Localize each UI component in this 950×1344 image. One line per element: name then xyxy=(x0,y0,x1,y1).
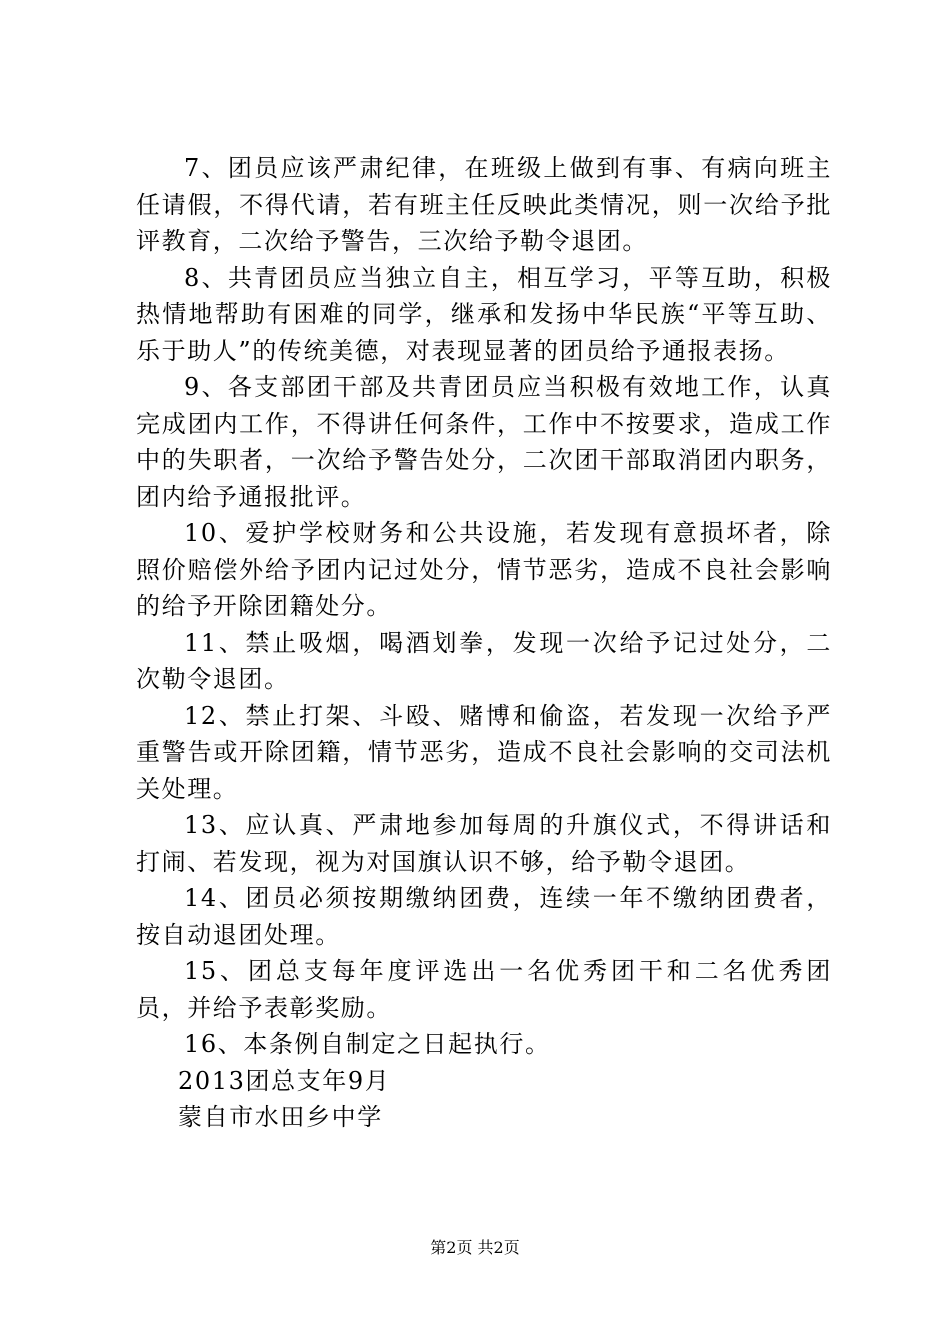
signature-organization: 蒙自市水田乡中学 xyxy=(178,1103,383,1131)
article-7: 7、团员应该严肃纪律，在班级上做到有事、有病向班主任请假，不得代请，若有班主任反映此类情况，则一次给予批评教育，二次给予警告，三次给予勒令退团。 xyxy=(136,154,832,255)
page-footer xyxy=(0,1238,950,1258)
article-15: 15、团总支每年度评选出一名优秀团干和二名优秀团员，并给予表彰奖励。 xyxy=(136,957,832,1022)
page-number: 第2页 共2页 xyxy=(430,1238,520,1257)
article-13: 13、应认真、严肃地参加每周的升旗仪式，不得讲话和打闹、若发现，视为对国旗认识不够，给予勒令退团。 xyxy=(136,811,832,876)
article-11: 11、禁止吸烟，喝酒划拳，发现一次给予记过处分，二次勒令退团。 xyxy=(136,628,832,693)
article-10: 10、爱护学校财务和公共设施，若发现有意损坏者，除照价赔偿外给予团内记过处分，情节恶劣，造成不良社会影响的给予开除团籍处分。 xyxy=(136,519,832,620)
article-8: 8、共青团员应当独立自主，相互学习，平等互助，积极热情地帮助有困难的同学，继承和发扬中华民族“平等互助、乐于助人”的传统美德，对表现显著的团员给予通报表扬。 xyxy=(136,263,832,365)
document-body xyxy=(136,150,832,1136)
signature-date: 2013团总支年9月 xyxy=(178,1066,391,1095)
article-14: 14、团员必须按期缴纳团费，连续一年不缴纳团费者，按自动退团处理。 xyxy=(136,884,832,949)
article-12: 12、禁止打架、斗殴、赌博和偷盗，若发现一次给予严重警告或开除团籍，情节恶劣，造成不良社会影响的交司法机关处理。 xyxy=(136,701,832,803)
article-9: 9、各支部团干部及共青团员应当积极有效地工作，认真完成团内工作，不得讲任何条件，工作中不按要求，造成工作中的失职者，一次给予警告处分，二次团干部取消团内职务，团内给予通报批评。 xyxy=(136,373,832,511)
article-16: 16、本条例自制定之日起执行。 xyxy=(184,1030,551,1058)
